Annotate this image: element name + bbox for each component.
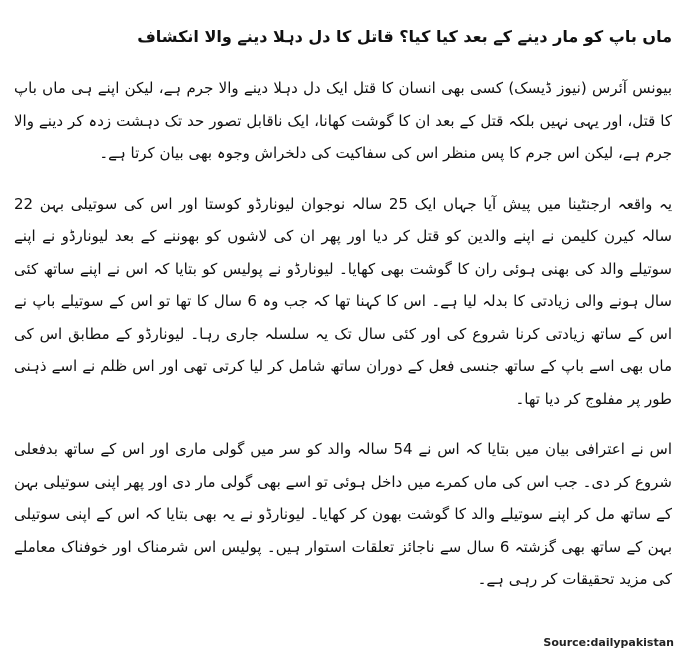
source-credit: Source:dailypakistan [543,636,674,649]
article-paragraph-3: اس نے اعترافی بیان میں بتایا کہ اس نے 54 سالہ والد کو سر میں گولی ماری اور اس کے ساتھ بدفعلی شروع کر دی۔ جب اس کی ماں کمرے میں داخل ہوئی تو اسے بھی گولی مار دی اور پھر اپنی سوتیلی بہن کے ساتھ مل کر اپنے سوتیلے والد کا گوشت بھون کر کھایا۔ لیونارڈو نے یہ بھی بتایا کہ اس کے اپنی سوتیلی بہن کے ساتھ بھی گزشتہ 6 سال سے ناجائز تعلقات استوار ہیں۔ پولیس اس شرمناک اور خوفناک معاملے کی مزید تحقیقات کر رہی ہے۔ [14,440,673,588]
article-paragraph-1: بیونس آئرس (نیوز ڈیسک) کسی بھی انسان کا قتل ایک دل دہلا دینے والا جرم ہے، لیکن اپنے ہی ماں باپ کا قتل، اور یہی نہیں بلکہ قتل کے بعد ان کا گوشت کھانا، ایک ناقابل تصور حد تک دہشت زدہ کر دینے والا جرم ہے، لیکن اس جرم کا پس منظر اس کی سفاکیت کی دلخراش وجوہ بھی بیان کرتا ہے۔ [14,79,672,162]
news-article [14,24,672,614]
article-paragraph-2: یہ واقعہ ارجنٹینا میں پیش آیا جہاں ایک 25 سالہ نوجوان لیونارڈو کوستا اور اس کی سوتیلی بہن 22 سالہ کیرن کلیمن نے اپنے والدین کو قتل کر دیا اور پھر ان کی لاشوں کو بھوننے کے بعد لیونارڈو نے اپنے سوتیلے والد کی بھنی ہوئی ران کا گوشت بھی کھایا۔ لیونارڈو نے پولیس کو بتایا کہ اس نے اپنے ساتھ کئی سال ہونے والی زیادتی کا بدلہ لیا ہے۔ اس کا کہنا تھا کہ جب وہ 6 سال کا تھا تو اس کے سوتیلے باپ نے اس کے ساتھ زیادتی کرنا شروع کی اور کئی سال تک یہ سلسلہ جاری رہا۔ لیونارڈو کے مطابق اس کی ماں بھی اسے باپ کے ساتھ جنسی فعل کے دوران ساتھ شامل کر لیا کرتی تھی اور اس ظلم نے اسے ذہنی طور پر مفلوج کر دیا تھا۔ [14,194,672,408]
article-headline: ماں باپ کو مار دینے کے بعد کیا کیا؟ قاتل کا دل دہلا دینے والا انکشاف [137,27,672,46]
